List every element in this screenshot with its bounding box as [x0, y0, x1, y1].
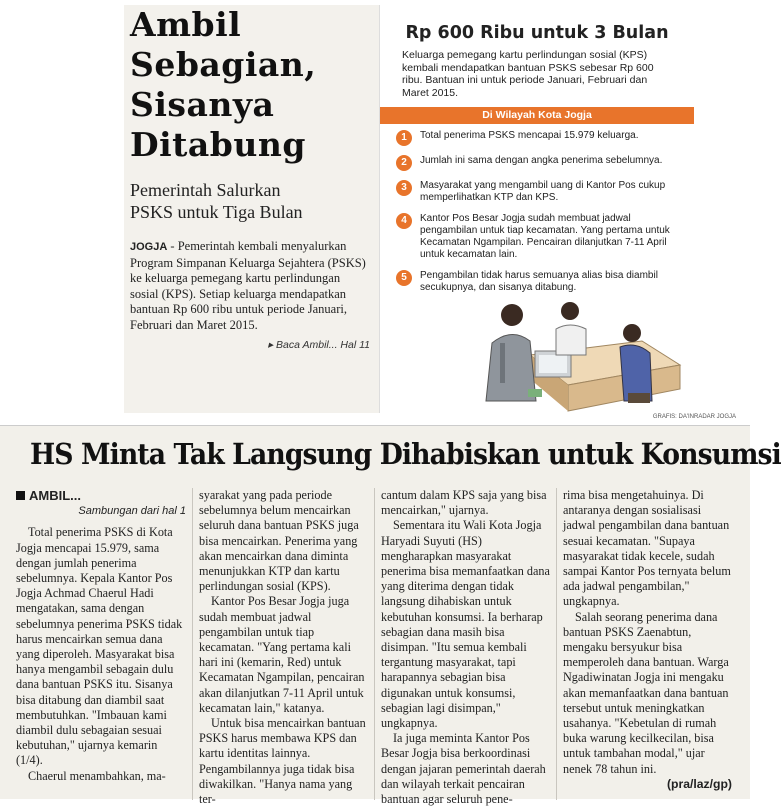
- step-item: [396, 213, 684, 261]
- article-paragraph: syarakat yang pada periode sebelumnya belum mencairkan seluruh dana bantuan PSKS juga bisa mencairkan. Penerima yang akan mencairkan dana diminta menunjukkan KTP dan kartu perlindungan sosial (KPS).: [199, 488, 359, 594]
- step-text: Kantor Pos Besar Jogja sudah membuat jadwal pengambilan untuk tiap kecamatan. Yang pertama untuk Kecamatan Ngampilan. Pencairan dilanjutkan 7-11 April untuk kecamatan lain.: [420, 213, 670, 260]
- article-paragraph: Kantor Pos Besar Jogja juga sudah membuat jadwal pengambilan untuk tiap kecamatan. "Yang pertama kali hari ini (kemarin, Red) untuk Kecamatan Ngampilan, pencairan akan dilanjutkan 7-11 April untuk kecamatan lain," katanya.: [199, 594, 365, 715]
- step-text: Pengambilan tidak harus semuanya alias bisa diambil secukupnya, dan sisanya ditabung.: [420, 270, 658, 293]
- infographic-description: Keluarga pemegang kartu perlindungan sosial (KPS) kembali mendapatkan bantuan PSKS sebesar Rp 600 ribu. Bantuan ini untuk periode Januari, Februari dan Maret 2015.: [402, 49, 654, 99]
- step-item: [396, 270, 684, 294]
- step-number-badge: 5: [396, 270, 412, 286]
- steps-list: [380, 124, 694, 294]
- front-headline-line: Ambil: [130, 5, 242, 44]
- article-paragraph: Untuk bisa mencairkan bantuan PSKS harus membawa KPS dan kartu identitas lainnya. Pengambilannya juga tidak bisa diwakilkan. "Hanya nama yang ter-: [199, 716, 366, 807]
- article-paragraph: rima bisa mengetahuinya. Di antaranya dengan sosialisasi jadwal pengambilan dana bantuan sesuai kecamatan. "Supaya masyarakat tidak kecele, sudah sampai Kantor Pos ternyata belum ada jadwal pengambilan," ungkapnya.: [563, 488, 731, 609]
- section-tag-label: AMBIL...: [29, 488, 81, 503]
- article-columns: [10, 488, 740, 807]
- step-number-badge: 2: [396, 155, 412, 171]
- read-more-link[interactable]: ▸ Baca Ambil... Hal 11: [267, 339, 370, 351]
- article-paragraph: Total penerima PSKS di Kota Jogja mencapai 15.979, sama dengan jumlah penerima sebelumnya. Kepala Kantor Pos Jogja Achmad Chaerul Hadi mengatakan, sama dengan sebelumnya penerima PSKS tidak harus mencairkan semua dana yang diperoleh. Masyarakat bisa hanya mengambil sebagain dulu dana bantuan PSKS itu. Sisanya bisa ditabung dan diambil saat membutuhkan. "Imbauan kami diambil dulu sebagaian sesuai kebutuhan," ujarnya kemarin (1/4).: [16, 525, 183, 768]
- article-headline: HS Minta Tak Langsung Dihabiskan untuk Konsumsi: [30, 437, 781, 471]
- step-number-badge: 4: [396, 213, 412, 229]
- continuation-clipping: [0, 425, 781, 807]
- front-headline-line: Sebagian,: [130, 45, 317, 84]
- infographic-box: [379, 5, 694, 413]
- article-column-1: [10, 488, 192, 800]
- step-number-badge: 1: [396, 130, 412, 146]
- continued-from-label: Sambungan dari hal 1: [78, 505, 186, 518]
- article-column-3: [374, 488, 556, 807]
- subhead-line: Pemerintah Salurkan: [130, 180, 281, 200]
- front-headline-line: Ditabung: [130, 125, 306, 164]
- dateline: JOGJA: [130, 241, 168, 253]
- step-text: Jumlah ini sama dengan angka penerima sebelumnya.: [420, 155, 663, 166]
- lead-paragraph: [130, 239, 370, 333]
- article-paragraph: cantum dalam KPS saja yang bisa mencairkan," ujarnya.: [381, 488, 547, 518]
- article-paragraph: Salah seorang penerima dana bantuan PSKS Zaenabtun, mengaku bersyukur bisa memperoleh dana bantuan. Warga Ngadiwinatan Jogja ini mengaku akan memanfaatkan dana bantuan tersebut untuk meningkatkan usahanya. "Kebetulan di rumah buka warung kecilkecilan, bisa untuk tambahan modal," ujar nenek 78 tahun ini.: [563, 609, 729, 776]
- top-clipping: [124, 5, 694, 413]
- front-headline-line: Sisanya: [130, 85, 275, 124]
- step-number-badge: 3: [396, 180, 412, 196]
- article-paragraph: Ia juga meminta Kantor Pos Besar Jogja bisa berkoordinasi dengan jajaran pemerintah daerah dan wilayah terkait pencairan bantuan agar seluruh pene-: [381, 731, 546, 807]
- step-text: Total penerima PSKS mencapai 15.979 keluarga.: [420, 130, 639, 141]
- step-text: Masyarakat yang mengambil uang di Kantor Pos cukup memperlihatkan KTP dan KPS.: [420, 180, 666, 203]
- post-office-illustration: [380, 293, 695, 413]
- section-tag: [16, 488, 186, 503]
- front-subhead: [130, 179, 370, 223]
- front-page-story: [124, 5, 376, 365]
- subhead-line: PSKS untuk Tiga Bulan: [130, 202, 303, 222]
- step-item: [396, 180, 684, 204]
- bullet-square-icon: [16, 491, 25, 500]
- article-column-4: [556, 488, 738, 800]
- article-paragraph: Sementara itu Wali Kota Jogja Haryadi Suyuti (HS) mengharapkan masyarakat penerima bisa memanfaatkan dana yang diterima dengan tidak langsung dihabiskan untuk kebutuhan konsumsi. Ia berharap sebagian dana masih bisa disimpan. "Itu semua kembali tergantung masyarakat, tapi harapannya sebagian bisa digunakan untuk konsumsi, sebagian lagi disimpan," ungkapnya.: [381, 518, 550, 731]
- region-banner: Di Wilayah Kota Jogja: [380, 107, 694, 124]
- infographic-credit: GRAFIS: DA'INRADAR JOGJA: [652, 414, 736, 420]
- byline: (pra/laz/gp): [666, 776, 732, 791]
- article-paragraph: Chaerul menambahkan, ma-: [28, 768, 166, 783]
- article-column-2: [192, 488, 374, 807]
- lead-text: - Pemerintah kembali menyalurkan Program Simpanan Keluarga Sejahtera (PSKS) ke keluarga pemegang kartu perlindungan sosial (KPS). Setiap keluarga mendapatkan bantuan Rp 600 ribu untuk periode Januari, Februari dan Maret 2015.: [130, 239, 366, 332]
- step-item: [396, 155, 684, 171]
- step-item: [396, 130, 684, 146]
- infographic-title: Rp 600 Ribu untuk 3 Bulan: [405, 23, 669, 43]
- front-headline: [130, 5, 370, 165]
